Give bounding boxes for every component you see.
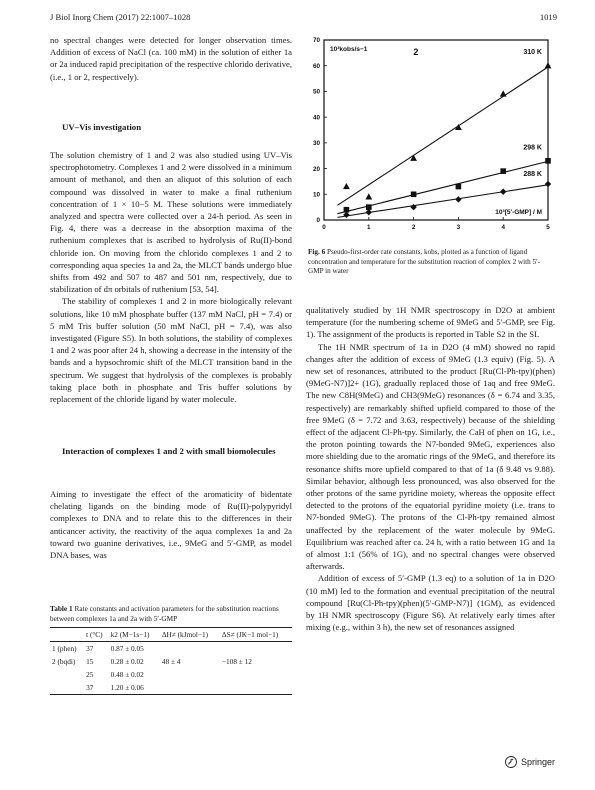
y-tick-label: 60 bbox=[312, 62, 320, 70]
data-point-diamond bbox=[366, 209, 372, 215]
x-tick-label: 1 bbox=[367, 224, 371, 231]
table-header-cell: k2 (M−1s−1) bbox=[110, 630, 150, 639]
table-cell: 48 ± 4 bbox=[161, 657, 181, 666]
intro-paragraph: no spectral changes were detected for longer observation times. Addition of excess of NaCl (ca. 100 mM) in the solution of either 1a or 2a induced rapid precipitation of the respective chlorido derivative, (i.e., 1 or 2, respectively). bbox=[50, 35, 292, 82]
table-cell: 37 bbox=[86, 683, 94, 692]
figure-caption-text: Pseudo-first-order rate constants, kobs, plotted as a function of ligand concentration and temperature for the substitution reaction of complex 2 with 5′-GMP in water bbox=[308, 248, 541, 275]
section-interaction-heading-block bbox=[50, 445, 292, 457]
table-header-cell: ΔH≠ (kJmol−1) bbox=[161, 630, 209, 639]
section-title-uvvis: UV–Vis investigation bbox=[62, 122, 142, 132]
x-tick-label: 0 bbox=[322, 224, 326, 231]
x-tick-label: 3 bbox=[456, 224, 461, 231]
section-interaction bbox=[50, 488, 292, 561]
table-cell: 1 (phen) bbox=[52, 644, 77, 653]
data-point-triangle bbox=[410, 155, 417, 161]
panel-label: 2 bbox=[413, 47, 419, 57]
table-cell: 25 bbox=[86, 670, 94, 679]
publisher-footer bbox=[505, 756, 555, 768]
table-cell bbox=[160, 681, 220, 695]
table-cell bbox=[220, 681, 292, 695]
section-title-interaction: Interaction of complexes 1 and 2 with small biomolecules bbox=[62, 446, 276, 456]
data-point-diamond bbox=[343, 212, 349, 218]
kobs-chart bbox=[302, 34, 554, 239]
table-row bbox=[50, 681, 292, 695]
springer-logo-icon bbox=[505, 756, 517, 768]
table-cell: 0.28 ± 0.02 bbox=[110, 657, 144, 666]
data-point-square bbox=[411, 191, 417, 197]
table-header-cell: t (°C) bbox=[86, 630, 103, 639]
table-header-cell: ΔS≠ (JK−1 mol−1) bbox=[221, 630, 279, 639]
table-row bbox=[50, 655, 292, 668]
rate-constants-table bbox=[50, 627, 292, 695]
series-fit-line bbox=[337, 67, 548, 205]
section-uvvis bbox=[50, 149, 292, 405]
right-column bbox=[306, 304, 555, 633]
table-cell: −108 ± 12 bbox=[221, 657, 252, 666]
data-point-diamond bbox=[500, 189, 506, 195]
table-row bbox=[50, 642, 292, 656]
y-tick-label: 40 bbox=[312, 114, 320, 122]
y-tick-label: 30 bbox=[312, 140, 320, 148]
uvvis-paragraph-1: The solution chemistry of 1 and 2 was also studied using UV–Vis spectrophotometry. Complexes 1 and 2 were dissolved in a minimum amount of methanol, and then an aliquot of this solution of each compound was dissolved in water to make a final ruthenium concentration of 1 × 10−5 M. These solutions were immediately analyzed and spectra were collected over a 24-h period. As seen in Fig. 4, there was a decrease in the absorption maxima of the ruthenium complexes that is ascribed to hydrolysis of Ru(II)-bond chloride ion. On moving from the chlorido complexes 1 and 2 to corresponding aqua species 1a and 2a, the MLCT bands undergo blue shifts from 492 and 507 to 487 and 501 nm, respectively, due to stabilization of dπ orbitals of ruthenium [53, 54]. bbox=[50, 150, 292, 295]
plot-frame bbox=[324, 40, 548, 220]
table-cell: 2 (bqdi) bbox=[52, 657, 76, 666]
nmr-paragraph-2: The 1H NMR spectrum of 1a in D2O (4 mM) showed no rapid changes after the addition of excess of 9MeG (1.3 equiv) (Fig. 5). A new set of resonances, attributed to the product [Ru(Cl-Ph-tpy)(phen)(9MeG-N7)]2+ (1G), gradually replaced those of 1aq and free 9MeG. The new C8H(9MeG) and CH3(9MeG) resonances (δ = 6.74 and 3.35, respectively) are remarkably shifted upfield compared to those of the free 9MeG (δ = 7.72 and 3.63, respectively) because of the shielding effect of the adjacent Cl-Ph-tpy. Similarly, the CaH of phen on 1G, i.e., the proton pointing towards the N7-bonded 9MeG, experiences also more shielding due to the aromatic rings of the 9MeG, and therefore its resonance shifts more upfield compared to that of 1a (δ 9.48 vs 9.88). Similar behavior, although less pronounced, was also observed for the other protons of the same pyridine moiety, whereas the opposite effect detected to the protons of the equatorial pyridine moiety (i.e. trans to N7-bonded 9MeG). The protons of the Cl-Ph-tpy remained almost unaffected by the replacement of the water molecule by 9MeG. Equilibrium was reached after ca. 24 h, with a ratio between 1G and 1a of almost 1:1 (56% of 1G), and no spectral changes were observed afterwards. bbox=[306, 341, 555, 572]
y-tick-label: 10 bbox=[312, 191, 320, 199]
uvvis-paragraph-2: The stability of complexes 1 and 2 in more biologically relevant solutions, like 10 mM phosphate buffer (137 mM NaCl, pH = 7.4) or 5 mM Tris buffer solution (50 mM NaCl, pH = 7.4), was also investigated (Figure S5). In both solutions, the stability of complexes 1 and 2 was poor after 24 h, showing a decrease in the intensity of the bands and a hypsochromic shift of the MLCT transition band in the spectrum. We suggest that hydrolysis of the complexes is probably taking place both in phosphate and Tris buffer solutions by replacement of the chloride ligand by water molecule. bbox=[50, 296, 292, 405]
table-header-cell bbox=[50, 628, 84, 642]
left-intro bbox=[50, 34, 292, 83]
data-point-triangle bbox=[500, 90, 507, 96]
x-tick-label: 5 bbox=[546, 224, 550, 231]
table-cell bbox=[50, 668, 84, 681]
table-cell: 1.20 ± 0.06 bbox=[110, 683, 144, 692]
data-point-triangle bbox=[343, 183, 350, 189]
table-row bbox=[50, 668, 292, 681]
figure-label: Fig. 6 bbox=[308, 248, 326, 256]
table-caption bbox=[50, 604, 292, 623]
nmr-paragraph-1: qualitatively studied by 1H NMR spectroscopy in D2O at ambient temperature (for the numbering scheme of 9MeG and 5′-GMP, see Fig. 1). The assignment of the products is reported in Table S2 in the SI. bbox=[306, 305, 555, 340]
table-cell bbox=[160, 642, 220, 656]
y-tick-label: 50 bbox=[312, 88, 320, 96]
table-cell bbox=[160, 668, 220, 681]
table-header-row bbox=[50, 628, 292, 642]
data-point-square bbox=[500, 168, 506, 174]
table-cell: 15 bbox=[86, 657, 94, 666]
table-cell: 37 bbox=[86, 644, 94, 653]
nmr-paragraph-3: Addition of excess of 5′-GMP (1.3 eq) to a solution of 1a in D2O (10 mM) led to the formation and eventual precipitation of the neutral compound [Ru(Cl-Ph-tpy)(phen)(5′-GMP-N7)] (1GM), as evidenced by 1H NMR spectroscopy (Figure S6). At relatively early times after mixing (e.g., within 3 h), the new set of resonances assigned bbox=[306, 573, 555, 633]
page-number: 1019 bbox=[539, 12, 557, 22]
journal-header: J Biol Inorg Chem (2017) 22:1007–1028 bbox=[50, 12, 191, 22]
table-cell bbox=[220, 642, 292, 656]
series-label: 288 K bbox=[523, 170, 542, 178]
data-point-triangle bbox=[365, 193, 372, 199]
x-axis-label: 10³[5′-GMP] / M bbox=[495, 209, 542, 216]
data-point-diamond bbox=[455, 196, 461, 202]
table-caption-text: Rate constants and activation parameters for the substitution reactions between complexes 1a and 2a with 5′-GMP bbox=[50, 604, 279, 623]
figure-caption bbox=[308, 248, 554, 277]
table-cell: 0.87 ± 0.05 bbox=[110, 644, 144, 653]
x-tick-label: 4 bbox=[501, 224, 505, 231]
x-tick-label: 2 bbox=[411, 224, 416, 231]
y-tick-label: 20 bbox=[312, 165, 320, 173]
publisher-name: Springer bbox=[520, 757, 555, 767]
table-cell bbox=[50, 681, 84, 695]
data-point-diamond bbox=[545, 181, 551, 187]
series-label: 310 K bbox=[523, 49, 542, 56]
data-point-square bbox=[456, 184, 462, 190]
table-label: Table 1 bbox=[50, 604, 73, 613]
y-tick-label: 70 bbox=[312, 37, 320, 45]
y-tick-label: 0 bbox=[316, 217, 320, 225]
y-axis-label: 10³kobs/s−1 bbox=[330, 46, 368, 53]
section-uvvis-heading-block bbox=[50, 121, 292, 133]
table-cell: 0.48 ± 0.02 bbox=[110, 670, 144, 679]
table-cell bbox=[220, 668, 292, 681]
data-point-square bbox=[545, 158, 551, 164]
table-1 bbox=[50, 604, 292, 695]
data-point-triangle bbox=[545, 62, 552, 68]
series-label: 298 K bbox=[523, 144, 542, 152]
interaction-paragraph-1: Aiming to investigate the effect of the aromaticity of bidentate chelating ligands on the binding mode of Ru(II)-polypyridyl complexes to DNA and to relate this to the differences in their anticancer activity, the reactivity of the aqua complexes 1a and 2a toward two guanine derivatives, i.e., 9MeG and 5′-GMP, as model DNA bases, was bbox=[50, 489, 292, 561]
